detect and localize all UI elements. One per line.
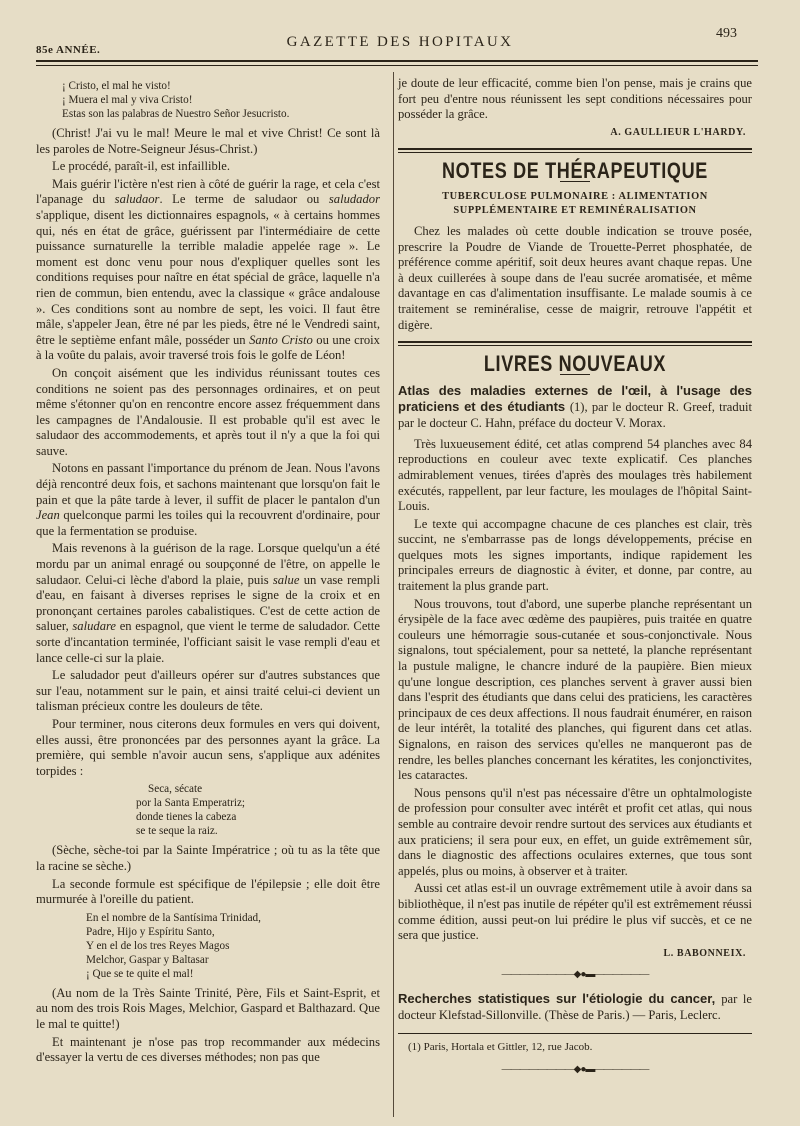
- author-signature: L. BABONNEIX.: [663, 947, 746, 959]
- paragraph: je doute de leur efficacité, comme bien l'on pense, mais je crains que fort peu d'entre nous réunissent les sept conditions nécessaires pour posséder la grâce.: [398, 76, 752, 122]
- verse-line: Padre, Hijo y Espíritu Santo,: [86, 925, 215, 938]
- end-ornament: ————————◆●▬——————: [501, 1063, 649, 1075]
- author-signature: A. GAULLIEUR L'HARDY.: [610, 126, 746, 138]
- paragraph: Chez les malades où cette double indication se trouve posée, prescrire la Poudre de Viande de Trouette-Perret phosphatée, de préférence comme apéritif, soit deux heures avant chaque repas. Une à deux cuillerées à soupe dans de l'eau sucrée aromatisée, et même davantage en cas d'alimentation insuffisante. Le malade soumis à ce traitement se reminéralise, cesse de maigrir, retrouve l'appétit et digère.: [398, 223, 752, 332]
- footnote-rule: [398, 1033, 752, 1034]
- divider-ornament: ————————◆●▬——————: [501, 969, 649, 981]
- verse-line: Melchor, Gaspar y Baltasar: [86, 953, 209, 966]
- right-column: [398, 76, 752, 1077]
- verse-line: ¡ Cristo, el mal he visto!: [62, 80, 171, 92]
- paragraph: (Au nom de la Très Sainte Trinité, Père, Fils et Saint-Esprit, et au nom des trois Rois Mages, Melchior, Gaspard et Balthazard. Que le mal te quitte!): [36, 985, 380, 1031]
- paragraph: Pour terminer, nous citerons deux formules en vers qui doivent, elles aussi, être prononcées par des personnes ayant la grâce. La première, qui semble n'avoir aucun sens, s'applique aux adénites torpides :: [36, 716, 380, 778]
- journal-title: GAZETTE DES HOPITAUX: [286, 34, 514, 50]
- book-entry-title: Atlas des maladies externes de l'œil, à l'usage des praticiens et des étudiants (1), par le docteur R. Greef, traduit par le docteur C. Hahn, préface du docteur V. Morax.: [398, 382, 752, 430]
- section-rule: [398, 341, 752, 346]
- paragraph: Nous pensons qu'il n'est pas nécessaire d'être un ophtalmologiste de profession pour consulter avec intérêt et profit cet atlas, qui nous semble au contraire devoir rendre surtout des services aux étudiants et aux praticiens; il sera pour eux, en effet, un guide extrêmement sûr, dans le diagnostic des affections oculaires externes, que tous sont appelés, plus ou moins, à observer et à traiter.: [398, 785, 752, 878]
- spanish-verse-2: [136, 782, 380, 838]
- paragraph: Le procédé, paraît-il, est infaillible.: [52, 159, 230, 174]
- verse-line: se te seque la raiz.: [136, 825, 218, 838]
- notes-section-title: NOTES DE THÉRAPEUTIQUE: [441, 158, 709, 184]
- paragraph: On conçoit aisément que les individus réunissant toutes ces conditions ne soient pas des personnages ordinaires, et on peut même s'étonner qu'on en rencontre encore assez fréquemment dans les campagnes de l'Andalousie. Il est probable qu'il est avec le saludaor des accommodements, et après tout il n'y a que la foi qui sauve.: [36, 365, 380, 458]
- spanish-verse-1: [62, 79, 380, 121]
- verse-line: Seca, sécate: [148, 783, 203, 796]
- verse-line: donde tienes la cabeza: [136, 811, 237, 824]
- paragraph: Notons en passant l'importance du prénom de Jean. Nous l'avons déjà rencontré deux fois, et sachons maintenant que lorsqu'on fait le pain et que la pâte tarde à lever, il suffit de placer le pantalon d'un Jean quelconque parmi les toiles qui la recouvrent d'ordinaire, pour que la fermentation se produise.: [36, 461, 380, 538]
- paragraph: Et maintenant je n'ose pas trop recommander aux médecins d'essayer la vertu de ces diverses méthodes; non pas que: [36, 1034, 380, 1065]
- volume-year: 85e ANNÉE.: [36, 44, 101, 56]
- footnote: (1) Paris, Hortala et Gittler, 12, rue Jacob.: [408, 1040, 593, 1053]
- livres-section-title: LIVRES NOUVEAUX: [483, 351, 667, 377]
- paragraph: (Sèche, sèche-toi par la Sainte Impératrice ; où tu as la tête que la racine se sèche.): [36, 843, 380, 873]
- verse-line: Y en el de los tres Reyes Magos: [86, 939, 230, 952]
- paragraph: Le saludador peut d'ailleurs opérer sur d'autres substances que sur l'eau, notamment sur le pain, et ainsi traité celui-ci devient un talisman précieux contre les douleurs de tête.: [36, 668, 380, 714]
- verse-line: por la Santa Emperatriz;: [136, 797, 246, 810]
- paragraph: Aussi cet atlas est-il un ouvrage extrêmement utile à avoir dans sa bibliothèque, il n'est pas inutile de répéter qu'il est extrêmement réussi comme édition, aussi peut-on lui prédire le plus vif succès, et ce ne sera que justice.: [398, 881, 752, 943]
- paragraph: Très luxueusement édité, cet atlas comprend 54 planches avec 84 reproductions en couleur avec texte explicatif. Ces planches admirablement venues, tirées d'après des moulages très habilement exécutés, rappellent, par leur facture, les moulages de l'hôpital Saint-Louis.: [398, 436, 752, 514]
- section-rule: [398, 148, 752, 153]
- book-entry-title: Recherches statistiques sur l'étiologie du cancer, par le docteur Klefstad-Sillonville. (Thèse de Paris.) — Paris, Leclerc.: [398, 990, 752, 1022]
- left-column: [36, 76, 380, 1068]
- notes-subtitle: TUBERCULOSE PULMONAIRE : ALIMENTATION SUPPLÉMENTAIRE ET REMINÉRALISATION: [442, 190, 708, 216]
- header-rule-thin: [36, 65, 758, 66]
- spanish-verse-3: [86, 911, 380, 981]
- paragraph: Mais guérir l'ictère n'est rien à côté de guérir la rage, et cela c'est l'apanage du saludaor. Le terme de saludaor ou saludador s'applique, disent les dictionnaires espagnols, « à certains hommes qui, nés en état de grâce, guérissent par l'intermédiaire de cette puissance surnaturelle la terrible maladie appelée rage ». Le moment est donc venu pour nous d'expliquer quelles sont les conditions requises pour naître en état spécial de grâce, laquelle n'a rien de commun, bien entendu, avec la classique « grâce andalouse ». Ces conditions sont au nombre de sept, les voici. Il faut être mâle, s'appeler Jean, être né par les pieds, être né le Vendredi saint, être le septième enfant mâle, posséder un Santo Cristo ou une croix à la voûte du palais, avoir traversé trois fois le golfe de Léon!: [36, 176, 380, 363]
- verse-line: ¡ Que se te quite el mal!: [86, 967, 194, 980]
- verse-line: En el nombre de la Santísima Trinidad,: [86, 911, 261, 924]
- header-rule: [36, 60, 758, 62]
- page-number: 493: [716, 26, 737, 41]
- paragraph: La seconde formule est spécifique de l'épilepsie ; elle doit être murmurée à l'oreille du patient.: [36, 876, 380, 907]
- paragraph: Mais revenons à la guérison de la rage. Lorsque quelqu'un a été mordu par un animal enragé ou soupçonné de l'être, on appelle le saludaor. Celui-ci lèche d'abord la plaie, puis salue un vase rempli d'eau, en faisant à diverses reprises le signe de la croix et en prononçant certaines paroles cabalistiques. C'est de cette action de saluer, saludare en espagnol, que vient le terme de saludador. Cette sorte d'incantation terminée, l'officiant saisit le vase rempli d'eau et lance celle-ci sur la plaie.: [36, 541, 381, 665]
- paragraph: (Christ! J'ai vu le mal! Meure le mal et vive Christ! Ce sont là les paroles de Notre-Seigneur Jésus-Christ.): [36, 126, 380, 156]
- paragraph: Le texte qui accompagne chacune de ces planches est clair, très succint, ne s'embarrasse pas de longs développements, précise en quelques mots les signes importants, indique rapidement les principales erreurs de diagnostic à éviter, et donne, par contre, au traitement la plus grande part.: [398, 516, 752, 594]
- column-separator: [393, 72, 394, 1117]
- verse-line: ¡ Muera el mal y viva Cristo!: [62, 94, 193, 106]
- verse-line: Estas son las palabras de Nuestro Señor Jesucristo.: [62, 108, 290, 120]
- paragraph: Nous trouvons, tout d'abord, une superbe planche représentant un érysipèle de la face avec œdème des paupières, puis traitée en quatre couleurs une hémorragie sous-cutanée et sous-conjonctivale. Nous signalons, tout spécialement, pour sa netteté, la planche représentant la pustule maligne, le chancre induré de la paupière. Bien mieux qu'une longue description, ces planches servent à graver aussi bien dans l'esprit des étudiants que dans celui des praticiens, les caractères principaux de ces deux affections. Il nous faudrait énumérer, en raison de leur intérêt, la totalité des planches, qui figurent dans cet atlas. Signalons, en raison des services qu'elles ne manqueront pas de rendre, les belles planches concernant les kératites, les conjonctivites, les cataractes.: [398, 596, 752, 783]
